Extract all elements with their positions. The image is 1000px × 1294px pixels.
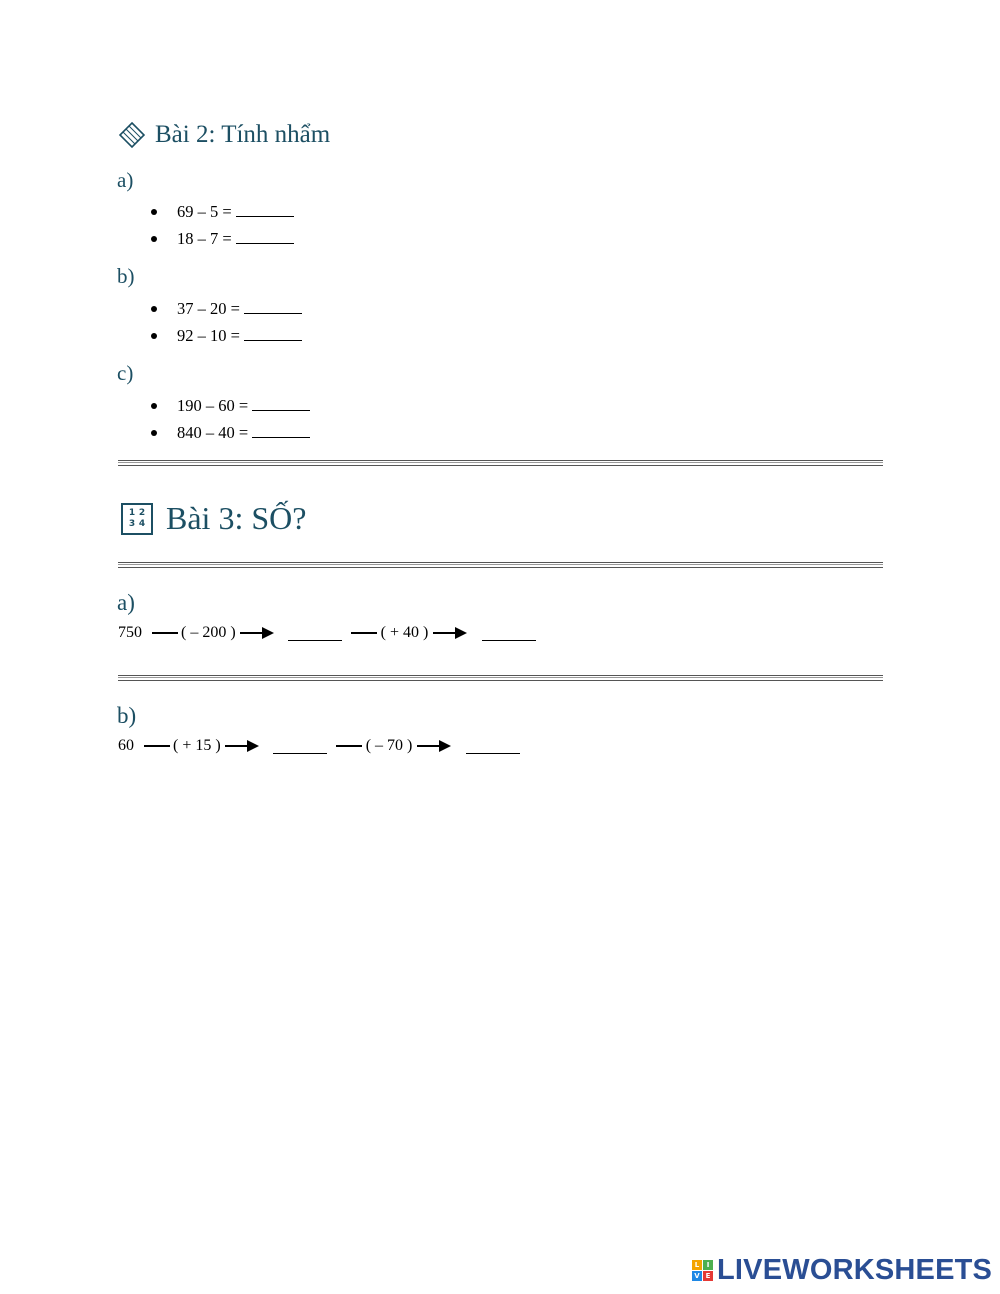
bai3-title: Bài 3: SỐ? xyxy=(166,500,307,536)
answer-blank[interactable] xyxy=(288,626,342,641)
bullet-icon xyxy=(151,306,157,312)
answer-blank[interactable] xyxy=(252,422,310,438)
bai2-heading xyxy=(119,121,330,149)
liveworksheets-logo xyxy=(692,1254,992,1287)
number-chain-a xyxy=(118,624,536,642)
bai3-heading xyxy=(121,500,306,537)
chain-operation: ( + 40 ) xyxy=(380,624,429,641)
connector-line xyxy=(351,632,377,634)
chain-operation: ( – 200 ) xyxy=(181,624,236,641)
bai3-part-label-b: b) xyxy=(117,703,137,728)
chain-operation: ( + 15 ) xyxy=(173,737,221,754)
arrow-right-icon xyxy=(433,627,467,639)
answer-blank[interactable] xyxy=(273,739,327,754)
bai2-list-c xyxy=(119,392,310,446)
bai2-list-a xyxy=(119,198,294,252)
chain-start-value: 750 xyxy=(118,624,142,641)
section-divider xyxy=(118,675,883,681)
bullet-icon xyxy=(151,403,157,409)
logo-wordmark: LIVEWORKSHEETS xyxy=(717,1254,993,1286)
equation-item: 92 – 10 = xyxy=(119,322,302,349)
bai2-part-label-c: c) xyxy=(117,361,134,385)
bai2-list-b xyxy=(119,295,302,349)
bai3-part-label-a: a) xyxy=(117,590,135,615)
logo-letter: E xyxy=(703,1271,713,1281)
arrow-right-icon xyxy=(240,627,274,639)
equation-item: 69 – 5 = xyxy=(119,198,294,225)
equation-item: 18 – 7 = xyxy=(119,225,294,252)
answer-blank[interactable] xyxy=(236,201,294,217)
section-divider xyxy=(118,460,883,466)
answer-blank[interactable] xyxy=(466,739,520,754)
logo-letter: I xyxy=(703,1260,713,1270)
logo-letter: V xyxy=(692,1271,702,1281)
section-divider xyxy=(118,562,883,568)
numbers-icon: 1 2 3 4 xyxy=(121,503,153,535)
answer-blank[interactable] xyxy=(252,395,310,411)
bullet-icon xyxy=(151,236,157,242)
chain-operation: ( – 70 ) xyxy=(365,737,413,754)
answer-blank[interactable] xyxy=(244,325,302,341)
connector-line xyxy=(152,632,178,634)
equation-item: 840 – 40 = xyxy=(119,419,310,446)
logo-letter: L xyxy=(692,1260,702,1270)
arrow-right-icon xyxy=(225,740,259,752)
answer-blank[interactable] xyxy=(236,228,294,244)
connector-line xyxy=(144,745,170,747)
bai2-title: Bài 2: Tính nhẩm xyxy=(155,121,331,148)
equation-item: 37 – 20 = xyxy=(119,295,302,322)
answer-blank[interactable] xyxy=(244,298,302,314)
number-chain-b xyxy=(118,737,520,755)
bai2-part-label-a: a) xyxy=(117,168,134,192)
bullet-icon xyxy=(151,209,157,215)
answer-blank[interactable] xyxy=(482,626,536,641)
bai2-part-label-b: b) xyxy=(117,264,135,288)
chain-start-value: 60 xyxy=(118,737,134,754)
connector-line xyxy=(336,745,362,747)
arrow-right-icon xyxy=(417,740,451,752)
equation-item: 190 – 60 = xyxy=(119,392,310,419)
logo-icon xyxy=(692,1260,713,1281)
bullet-icon xyxy=(151,430,157,436)
bullet-icon xyxy=(151,333,157,339)
diamond-icon xyxy=(119,122,145,148)
